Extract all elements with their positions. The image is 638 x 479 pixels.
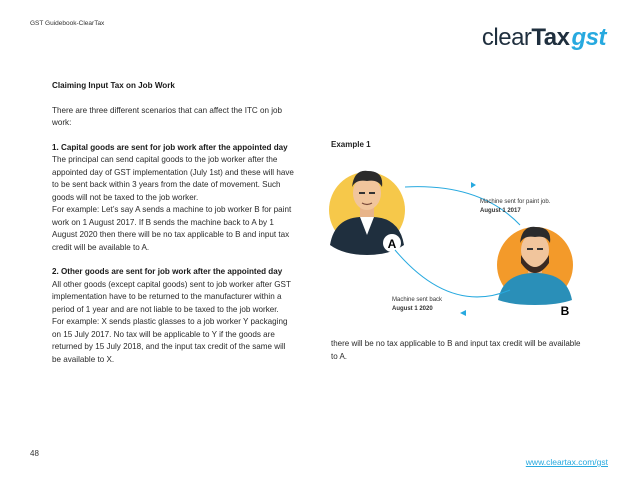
- arrow-2-annotation: [392, 296, 442, 314]
- arrow-2-text: Machine sent back: [392, 297, 443, 303]
- scenario-1-example: For example: Let’s say A sends a machine to job worker B for paint work on 1 August 2017. If B sends the machine back to A by 1 August 2020 then there will be no tax applicable to B and input tax credit will be available to A.: [52, 205, 292, 252]
- arrow-head-1: [471, 182, 476, 188]
- scenario-2-heading: 2. Other goods are sent for job work after the appointed day: [52, 267, 283, 276]
- footer-link[interactable]: www.cleartax.com/gst: [525, 457, 608, 467]
- person-b-avatar: [497, 227, 573, 305]
- left-column-text: [52, 80, 294, 366]
- arrow-1-text: Machine sent for paint job.: [480, 199, 551, 205]
- cleartax-gst-logo: [482, 24, 606, 52]
- example-conclusion: there will be no tax applicable to B and input tax credit will be available to A.: [331, 339, 581, 361]
- job-work-diagram: [300, 155, 600, 330]
- scenario-2-example: For example: X sends plastic glasses to a job worker Y packaging on 15 July 2017. No tax will be applicable to Y if the goods are returned by 15 July 2018, and the input tax credit of the same will be available to X.: [52, 317, 288, 364]
- arrow-2-date: August 1 2020: [392, 306, 433, 312]
- arrow-1-date: August 1 2017: [480, 208, 521, 214]
- example-title: Example 1: [331, 140, 371, 149]
- arrow-machine-returned: [395, 250, 510, 297]
- section-heading: Claiming Input Tax on Job Work: [52, 81, 175, 90]
- person-a-label: A: [387, 237, 397, 251]
- logo-text-gst: gst: [571, 24, 606, 51]
- scenario-1-body: The principal can send capital goods to the job worker after the appointed day of GST implementation (July 1st) and these will have to be sent back within 3 years from the date of movement. Such goods will not be taxed to the job worker.: [52, 155, 294, 202]
- logo-text-tax: Tax: [531, 24, 570, 51]
- arrow-head-2: [460, 310, 466, 316]
- logo-text-clear: clear: [481, 24, 532, 51]
- person-b-label: B: [560, 304, 570, 318]
- page-number: 48: [30, 449, 39, 458]
- intro-paragraph: There are three different scenarios that can affect the ITC on job work:: [52, 105, 283, 127]
- arrow-1-annotation: [480, 198, 550, 216]
- scenario-1-heading: 1. Capital goods are sent for job work after the appointed day: [52, 142, 288, 152]
- document-header-title: GST Guidebook-ClearTax: [30, 20, 105, 27]
- scenario-2-body: All other goods (except capital goods) sent to job worker after GST implementation have to be returned to the manufacturer within a period of 1 year and are not liable to be taxed to the job worker.: [52, 279, 291, 314]
